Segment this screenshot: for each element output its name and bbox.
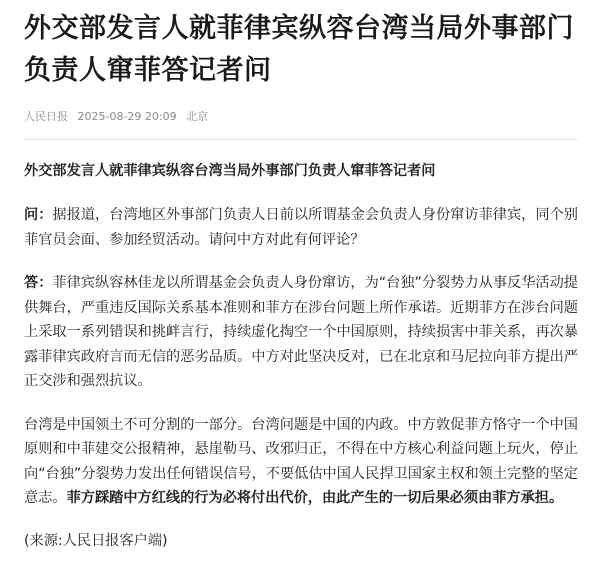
header-divider [24, 139, 578, 140]
article-title: 外交部发言人就菲律宾纵容台湾当局外事部门负责人窜菲答记者问 [24, 13, 574, 86]
article-meta [24, 107, 578, 127]
publish-datetime: 2025-08-29 20:09 [77, 110, 177, 123]
answer-label: 答： [24, 275, 53, 291]
answer-paragraph [24, 271, 578, 394]
answer-text: 菲律宾纵容林佳龙以所谓基金会负责人身份窜访，为“台独”分裂势力从事反华活动提供舞台，严重违反国际关系基本准则和菲方在涉台问题上所作承诺。近期菲方在涉台问题上采取一系列错误和挑衅言行，持续虚化掏空一个中国原则，持续损害中菲关系，再次暴露菲律宾政府言而无信的恶劣品质。中方对此坚决反对，已在北京和马尼拉向菲方提出严正交涉和强烈抗议。 [24, 275, 578, 389]
statement-text: 台湾是中国领土不可分割的一部分。台湾问题是中国的内政。中方敦促菲方恪守一个中国原则和中菲建交公报精神，悬崖勒马、改邪归正，不得在中方核心利益问题上玩火，停止向“台独”分裂势力发出任何错误信号，不要低估中国人民捍卫国家主权和领土完整的坚定意志。 [24, 416, 578, 506]
statement-paragraph [24, 413, 578, 511]
question-label: 问： [24, 207, 53, 223]
publisher-name[interactable]: 人民日报 [24, 110, 68, 123]
question-paragraph [24, 203, 578, 252]
article-body [24, 159, 578, 553]
publish-location: 北京 [186, 110, 209, 123]
statement-bold-text: 菲方踩踏中方红线的行为必将付出代价，由此产生的一切后果必须由菲方承担。 [66, 490, 564, 506]
question-text: 据报道，台湾地区外事部门负责人日前以所谓基金会负责人身份窜访菲律宾，同个别菲官员会面、参加经贸活动。请问中方对此有何评论？ [24, 207, 578, 248]
footer-source: (来源:人民日报客户端) [24, 532, 168, 549]
article-subtitle: 外交部发言人就菲律宾纵容台湾当局外事部门负责人窜菲答记者问 [24, 163, 436, 179]
